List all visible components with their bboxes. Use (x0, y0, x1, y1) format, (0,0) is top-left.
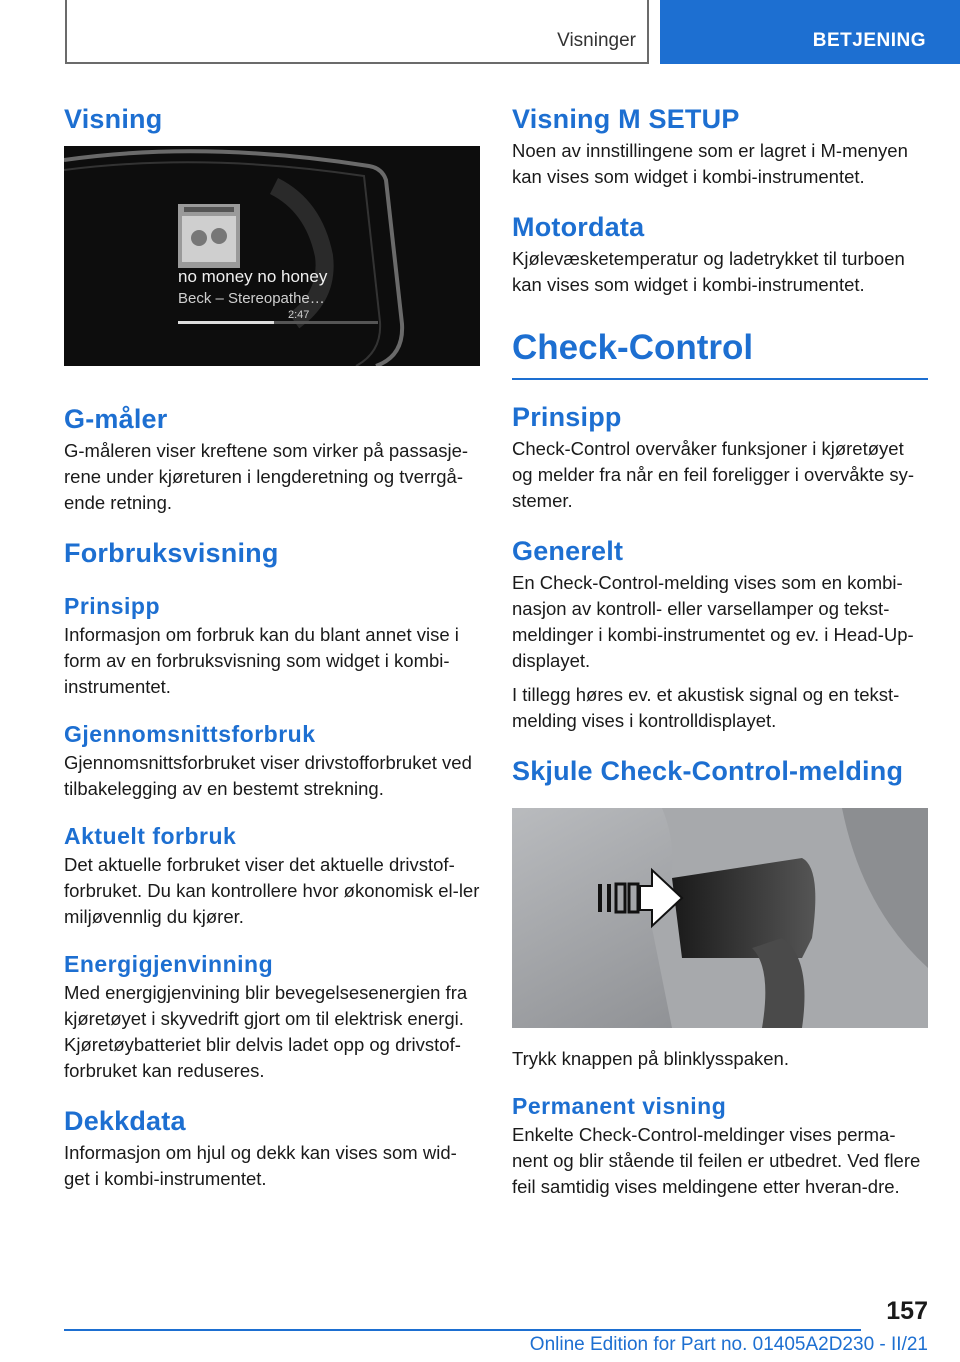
text-permanent-visning: Enkelte Check-Control-meldinger vises perma-nent og blir stående til feilen er utbedret. Ved flere feil samtidig vises meldingene etter hveran-dre. (512, 1124, 921, 1197)
heading-skjule-check-control: Skjule Check-Control-melding (512, 756, 904, 786)
text-gmaler: G-måleren viser kreftene som virker på passasje-rene under kjøreturen i lengderetning og tverrgå-ende retning. (64, 440, 469, 513)
heading-dekkdata: Dekkdata (64, 1106, 186, 1136)
text-visning-m-setup: Noen av innstillingene som er lagret i M-menyen kan vises som widget i kombi-instrumentet. (512, 140, 908, 187)
text-prinsipp: Informasjon om forbruk kan du blant annet vise i form av en forbruksvisning som widget i kombi-instrumentet. (64, 624, 459, 697)
heading-check-control: Check-Control (512, 324, 928, 380)
image-caption: Trykk knappen på blinklysspaken. (512, 1048, 789, 1069)
instrument-cluster-image (64, 146, 480, 366)
text-aktuelt-forbruk: Det aktuelle forbruket viser det aktuelle drivstof-forbruket. Du kan kontrollere hvor økonomisk el-ler miljøvennlig du kjører. (64, 854, 480, 927)
right-column (512, 100, 928, 1200)
heading-visning: Visning (64, 104, 163, 134)
heading-gjennomsnittsforbruk: Gjennomsnittsforbruk (64, 721, 316, 747)
header-chapter-tab (660, 0, 960, 64)
track-title: no money no honey (178, 267, 328, 286)
heading-gmaler: G-måler (64, 404, 168, 434)
track-artist: Beck – Stereopathe… (178, 290, 325, 307)
text-energigjenvinning: Med energigjenvining blir bevegelsesenergien fra kjøretøyet i skyvedrift gjort om til elektrisk energi. Kjøretøybatteriet blir delvis ladet opp og drivstof-forbruket kan reduseres. (64, 982, 468, 1081)
track-progress-fill (178, 321, 274, 324)
page-number: 157 (886, 1297, 928, 1325)
heading-cc-prinsipp: Prinsipp (512, 402, 622, 432)
turn-signal-lever-image (512, 808, 928, 1028)
heading-generelt: Generelt (512, 536, 624, 566)
footer-rule (64, 1329, 861, 1331)
text-motordata: Kjølevæsketemperatur og ladetrykket til turboen kan vises som widget i kombi-instrumentet. (512, 248, 905, 295)
heading-prinsipp: Prinsipp (64, 593, 161, 619)
heading-permanent-visning: Permanent visning (512, 1093, 727, 1119)
heading-visning-m-setup: Visning M SETUP (512, 104, 740, 134)
instrument-cluster-illustration (64, 146, 480, 366)
header-chapter-label: BETJENING (812, 30, 926, 51)
heading-aktuelt-forbruk: Aktuelt forbruk (64, 823, 237, 849)
turn-signal-lever-illustration (512, 808, 928, 1028)
heading-motordata: Motordata (512, 212, 645, 242)
text-gjennomsnittsforbruk: Gjennomsnittsforbruket viser drivstofforbruket ved tilbakelegging av en bestemt strekning. (64, 752, 472, 799)
heading-forbruksvisning: Forbruksvisning (64, 538, 279, 568)
text-cc-prinsipp: Check-Control overvåker funksjoner i kjøretøyet og melder fra når en feil foreligger i overvåkte sy-stemer. (512, 438, 915, 511)
text-generelt-2: I tillegg høres ev. et akustisk signal og en tekst-melding vises i kontrolldisplayet. (512, 684, 900, 731)
left-column (64, 100, 482, 1192)
text-dekkdata: Informasjon om hjul og dekk kan vises som wid-get i kombi-instrumentet. (64, 1142, 457, 1189)
text-generelt-1: En Check-Control-melding vises som en kombi-nasjon av kontroll- eller varsellamper og tekst-meldinger i kombi-instrumentet og ev. i Head-Up-displayet. (512, 572, 914, 671)
heading-energigjenvinning: Energigjenvinning (64, 951, 274, 977)
footer-edition: Online Edition for Part no. 01405A2D230 - II/21 (529, 1334, 928, 1355)
header-section-title: Visninger (557, 30, 636, 51)
track-time: 2:47 (288, 309, 310, 321)
